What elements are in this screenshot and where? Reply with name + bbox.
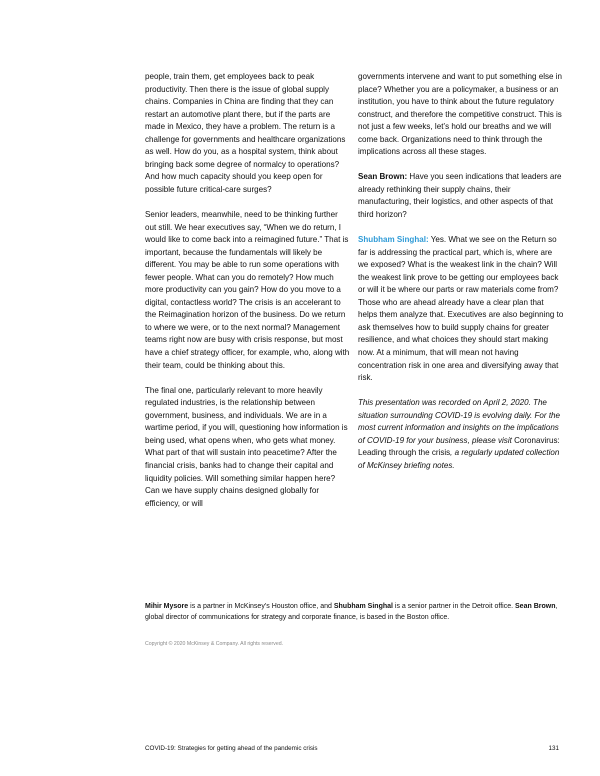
copyright-notice: Copyright © 2020 McKinsey & Company. All rights reserved. [145,641,284,647]
left-paragraph-3: The final one, particularly relevant to more heavily regulated industries, is the relationship between government, business, and individuals. We are in a wartime period, if you will, questioning how information is being used, what opens when, who gets what money. What part of that will sustain into peacetime? After the financial crisis, banks had to change their capital and liquidity policies. Will something similar happen here? Can we have supply chains designed globally for efficiency, or will [145,385,348,508]
recording-note [358,397,564,472]
right-paragraph-1: governments intervene and want to put something else in place? Whether you are a policymaker, a business or an institution, you have to think about the future regulatory construct, and therefore the competitive construct. This is not just a few weeks, let’s hold our breaths and we will come back. Organizations need to think through the implications across all these stages. [358,72,562,157]
page-number: 131 [548,745,559,752]
right-paragraph-2 [358,171,564,221]
footer-title: COVID-19: Strategies for getting ahead of the pandemic crisis [145,745,318,752]
author-bios [145,601,561,623]
note-text-1: This presentation was recorded on April 2, 2020. The situation surrounding COVID-19 is evolving daily. For the most current information and insights on the implications of COVID-19 for your business, please visit [358,398,561,445]
coronavirus-link[interactable]: Coronavirus: Leading through the crisis [358,435,560,458]
left-paragraph-1: people, train them, get employees back to peak productivity. Then there is the issue of global supply chains. Companies in China are finding that they can restart an automotive plant there, but if the parts are made in Mexico, they have a problem. The return is a challenge for governments and healthcare organizations as well. How do you, as a hospital system, think about bringing back some degree of normalcy to operations? And how much capacity should you keep open for possible future critical-care surges? [145,72,346,194]
bio-text-1: is a partner in McKinsey’s Houston office, and [188,603,334,610]
left-column [145,71,351,523]
right-paragraph-3 [358,234,564,385]
answer-text: Yes. What we see on the Return so far is addressing the practical part, which is, where are we exposed? What is the weakest link in the chain? Will the weakest link prove to be getting our employees back or will it be where our parts or raw materials come from? Those who are ahead already have a clear plan that helps them analyze that. Executives are also beginning to ask themselves how to build supply chains for greater resilience, and what choices they should start making now. At a minimum, that will mean not having concentration risk in one area and diversifying away that risk. [358,235,564,383]
bio-name-mihir: Mihir Mysore [145,603,189,610]
speaker-shubham-singhal: Shubham Singhal: [358,235,429,245]
question-text: Have you seen indications that leaders are already rethinking their supply chains, their manufacturing, their logistics, and other aspects of that third horizon? [358,172,562,220]
bio-name-shubham: Shubham Singhal [333,603,393,610]
bio-text-2: is a senior partner in the Detroit office. [392,603,516,610]
bio-text-3: , global director of communications for strategy and corporate finance, is based in the Boston office. [145,603,558,621]
right-column [358,71,564,485]
left-paragraph-2: Senior leaders, meanwhile, need to be thinking further out still. We hear executives say, “When we do return, I would like to come back into a reimagined future.” That is important, because the fundamentals will likely be different. You may be able to run some operations with fewer people. What can you do remotely? How much more productivity can you gain? How do you move to a digital, contactless world? The crisis is an accelerant to the Reimagination horizon of the business. Do we return to where we were, or to the next normal? Management teams right now are busy with crisis response, but most have a chief strategy officer, for example, who, along with their team, could be thinking about this. [145,210,350,370]
note-text-2: , a regularly updated collection of McKinsey briefing notes. [358,448,560,470]
bio-name-sean: Sean Brown [515,603,556,610]
speaker-sean-brown: Sean Brown: [358,172,408,182]
